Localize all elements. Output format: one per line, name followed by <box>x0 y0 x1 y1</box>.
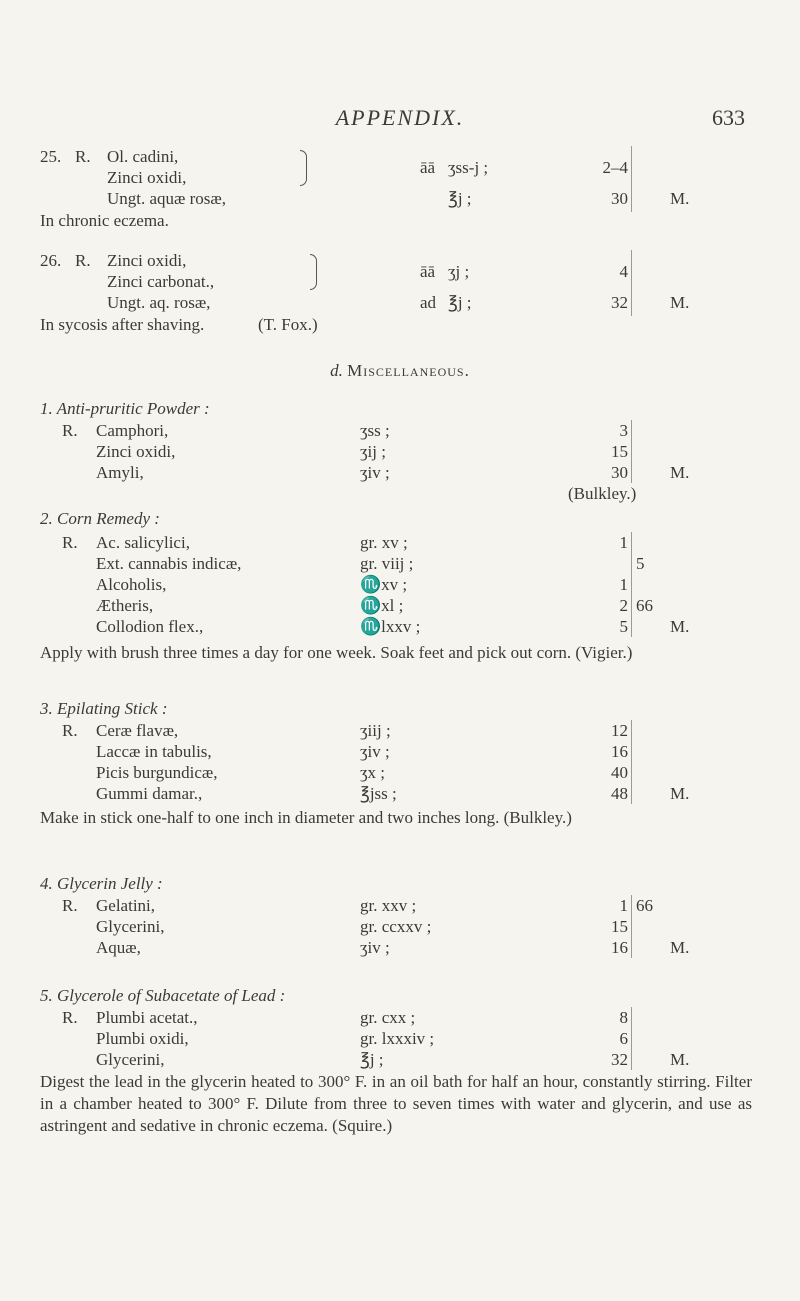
metric-amount: 16 <box>611 938 628 957</box>
dose: ʒiij ; <box>360 721 391 740</box>
dose: ʒx ; <box>360 763 386 782</box>
dose: ʒj ; <box>448 262 470 281</box>
dose: ʒiv ; <box>360 742 390 761</box>
formula-title: 5. Glycerole of Subacetate of Lead : <box>40 986 286 1005</box>
metric-amount: 4 <box>619 262 628 281</box>
ingredient: Collodion flex., <box>96 617 204 636</box>
metric-amount: 3 <box>619 421 628 440</box>
metric-decimal: 66 <box>636 896 653 915</box>
dose: ℥jss ; <box>360 784 397 803</box>
formula-title: 2. Corn Remedy : <box>40 509 160 528</box>
misce-mark: M. <box>670 1050 690 1069</box>
dose: gr. xv ; <box>360 533 408 552</box>
decimal-rule <box>631 420 632 483</box>
ingredient: Ætheris, <box>96 596 154 615</box>
rx-number: 26. <box>40 251 62 270</box>
misce-mark: M. <box>670 189 690 208</box>
section-title: Miscellaneous. <box>347 361 470 380</box>
dose: ℥j ; <box>448 189 472 208</box>
page-number: 633 <box>712 105 745 130</box>
ingredient: Aquæ, <box>96 938 141 957</box>
misce-mark: M. <box>670 784 690 803</box>
dose: ♏lxxv ; <box>360 617 421 636</box>
metric-amount: 6 <box>619 1029 628 1048</box>
rx-symbol: R. <box>62 533 78 552</box>
dose: gr. cxx ; <box>360 1008 416 1027</box>
rx-symbol: R. <box>62 421 78 440</box>
metric-amount: 5 <box>619 617 628 636</box>
dose: ʒss ; <box>360 421 390 440</box>
metric-amount: 8 <box>619 1008 628 1027</box>
rx-note: In chronic eczema. <box>40 211 169 230</box>
dose: ʒss-j ; <box>448 158 489 177</box>
brace <box>310 254 317 290</box>
decimal-rule <box>631 895 632 958</box>
metric-amount: 1 <box>619 533 628 552</box>
running-header-title: APPENDIX. <box>335 105 465 130</box>
dose: ♏xv ; <box>360 575 408 594</box>
formula-note: Digest the lead in the glycerin heated to 300° F. in an oil bath for half an hour, constantly stirring. Filter in a chamber heated to 300° F. Dilute from three to seven times with water and glycerin, and use as astringent and sedative in chronic eczema. (Squire.) <box>40 1072 752 1135</box>
ingredient: Plumbi oxidi, <box>96 1029 189 1048</box>
metric-amount: 15 <box>611 917 628 936</box>
brace <box>300 150 307 186</box>
ingredient: Alcoholis, <box>96 575 167 594</box>
rx-note: In sycosis after shaving. <box>40 315 205 334</box>
ingredient: Laccæ in tabulis, <box>96 742 212 761</box>
decimal-rule <box>631 250 632 316</box>
ingredient: Gummi damar., <box>96 784 203 803</box>
rx-symbol: R. <box>62 1008 78 1027</box>
decimal-rule <box>631 1007 632 1070</box>
rx-symbol: R. <box>75 251 91 270</box>
ingredient: Ext. cannabis indicæ, <box>96 554 242 573</box>
metric-amount: 40 <box>611 763 628 782</box>
dose: ʒiv ; <box>360 463 390 482</box>
metric-decimal: 66 <box>636 596 653 615</box>
section-heading <box>0 360 800 381</box>
dose: ʒij ; <box>360 442 386 461</box>
ingredient: Plumbi acetat., <box>96 1008 198 1027</box>
dose: gr. ccxxv ; <box>360 917 432 936</box>
misce-mark: M. <box>670 617 690 636</box>
metric-amount: 30 <box>611 463 628 482</box>
metric-amount: 12 <box>611 721 628 740</box>
formula-title: 1. Anti-pruritic Powder : <box>40 399 210 418</box>
rx-ad: ad <box>420 293 437 312</box>
ingredient: Zinci oxidi, <box>96 442 176 461</box>
decimal-rule <box>631 532 632 637</box>
metric-amount: 16 <box>611 742 628 761</box>
rx-aa: āā <box>420 262 436 281</box>
rx-symbol: R. <box>75 147 91 166</box>
decimal-rule <box>631 720 632 804</box>
ingredient: Ungt. aquæ rosæ, <box>107 189 226 208</box>
metric-amount: 32 <box>611 293 628 312</box>
ingredient: Camphori, <box>96 421 169 440</box>
metric-amount: 2–4 <box>602 158 628 177</box>
formula-title: 3. Epilating Stick : <box>40 699 168 718</box>
ingredient: Ol. cadini, <box>107 147 179 166</box>
ingredient: Ac. salicylici, <box>96 533 190 552</box>
formula-credit: (Bulkley.) <box>568 484 637 503</box>
misce-mark: M. <box>670 293 690 312</box>
ingredient: Zinci oxidi, <box>107 251 187 270</box>
dose: ʒiv ; <box>360 938 390 957</box>
ingredient: Glycerini, <box>96 1050 165 1069</box>
ingredient: Glycerini, <box>96 917 165 936</box>
dose: gr. lxxxiv ; <box>360 1029 435 1048</box>
ingredient: Gelatini, <box>96 896 156 915</box>
metric-amount: 2 <box>619 596 628 615</box>
formula-title: 4. Glycerin Jelly : <box>40 874 163 893</box>
decimal-rule <box>631 146 632 212</box>
metric-amount: 48 <box>611 784 628 803</box>
formula-note: Make in stick one-half to one inch in diameter and two inches long. (Bulkley.) <box>40 808 572 827</box>
ingredient: Zinci oxidi, <box>107 168 187 187</box>
metric-amount: 15 <box>611 442 628 461</box>
metric-amount: 30 <box>611 189 628 208</box>
rx-number: 25. <box>40 147 62 166</box>
ingredient: Amyli, <box>96 463 144 482</box>
ingredient: Ungt. aq. rosæ, <box>107 293 211 312</box>
metric-decimal: 5 <box>636 554 645 573</box>
rx-credit: (T. Fox.) <box>258 315 318 334</box>
dose: ℥j ; <box>448 293 472 312</box>
rx-aa: āā <box>420 158 436 177</box>
dose: ℥j ; <box>360 1050 384 1069</box>
metric-amount: 1 <box>619 896 628 915</box>
metric-amount: 1 <box>619 575 628 594</box>
ingredient: Zinci carbonat., <box>107 272 215 291</box>
dose: gr. viij ; <box>360 554 414 573</box>
dose: ♏xl ; <box>360 596 404 615</box>
rx-symbol: R. <box>62 896 78 915</box>
section-letter: d. <box>330 361 343 380</box>
misce-mark: M. <box>670 938 690 957</box>
ingredient: Picis burgundicæ, <box>96 763 218 782</box>
formula-note: Apply with brush three times a day for one week. Soak feet and pick out corn. (Vigier.) <box>40 643 633 662</box>
ingredient: Ceræ flavæ, <box>96 721 179 740</box>
misce-mark: M. <box>670 463 690 482</box>
rx-symbol: R. <box>62 721 78 740</box>
metric-amount: 32 <box>611 1050 628 1069</box>
dose: gr. xxv ; <box>360 896 417 915</box>
